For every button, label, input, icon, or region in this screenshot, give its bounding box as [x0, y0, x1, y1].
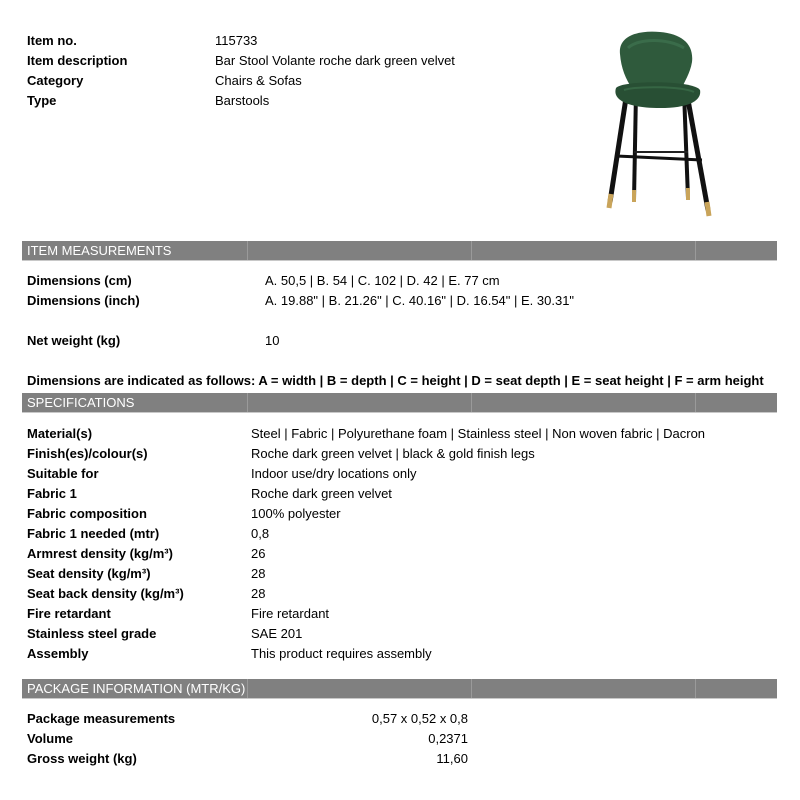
- gross-weight-label: Gross weight (kg): [27, 751, 137, 766]
- gross-weight-value: 11,60: [436, 751, 468, 766]
- spec-value: This product requires assembly: [251, 646, 432, 661]
- bar-stool-image: [598, 30, 728, 225]
- spec-value: 0,8: [251, 526, 270, 541]
- item-no-value: 115733: [215, 33, 258, 48]
- spec-label: Seat back density (kg/m³): [27, 586, 184, 601]
- cell-divider: [471, 679, 472, 698]
- net-weight-label: Net weight (kg): [27, 333, 121, 348]
- divider: [22, 260, 777, 261]
- cell-divider: [247, 241, 248, 260]
- divider: [22, 412, 777, 413]
- section-header-package: [22, 679, 777, 698]
- item-description-label: Item description: [27, 53, 128, 68]
- cell-divider: [471, 393, 472, 412]
- spec-label: Fabric 1 needed (mtr): [27, 526, 160, 541]
- spec-label: Material(s): [27, 426, 93, 441]
- section-title: PACKAGE INFORMATION (MTR/KG): [27, 681, 246, 696]
- spec-value: Roche dark green velvet: [251, 486, 392, 501]
- spec-label: Fabric composition: [27, 506, 147, 521]
- spec-label: Seat density (kg/m³): [27, 566, 151, 581]
- cell-divider: [247, 393, 248, 412]
- spec-value: Fire retardant: [251, 606, 330, 621]
- cell-divider: [695, 679, 696, 698]
- spec-value: SAE 201: [251, 626, 303, 641]
- item-description-value: Bar Stool Volante roche dark green velvet: [215, 53, 455, 68]
- cell-divider: [471, 241, 472, 260]
- spec-value: Roche dark green velvet | black & gold finish legs: [251, 446, 535, 461]
- divider: [22, 698, 777, 699]
- type-label: Type: [27, 93, 57, 108]
- spec-value: 100% polyester: [251, 506, 341, 521]
- volume-value: 0,2371: [428, 731, 468, 746]
- cell-divider: [247, 679, 248, 698]
- section-title: ITEM MEASUREMENTS: [27, 243, 172, 258]
- cell-divider: [695, 393, 696, 412]
- type-value: Barstools: [215, 93, 270, 108]
- package-measurements-label: Package measurements: [27, 711, 176, 726]
- item-no-label: Item no.: [27, 33, 77, 48]
- dimensions-cm-label: Dimensions (cm): [27, 273, 132, 288]
- net-weight-value: 10: [265, 333, 280, 348]
- section-header-measurements: [22, 241, 777, 260]
- spec-value: 26: [251, 546, 266, 561]
- dimensions-cm-value: A. 50,5 | B. 54 | C. 102 | D. 42 | E. 77 cm: [265, 273, 500, 288]
- dimensions-inch-label: Dimensions (inch): [27, 293, 140, 308]
- spec-label: Stainless steel grade: [27, 626, 157, 641]
- volume-label: Volume: [27, 731, 73, 746]
- spec-label: Fire retardant: [27, 606, 111, 621]
- dimensions-inch-value: A. 19.88" | B. 21.26" | C. 40.16" | D. 16.54" | E. 30.31": [265, 293, 575, 308]
- section-title: SPECIFICATIONS: [27, 395, 135, 410]
- spec-value: 28: [251, 586, 266, 601]
- spec-label: Fabric 1: [27, 486, 77, 501]
- spec-label: Suitable for: [27, 466, 99, 481]
- category-label: Category: [27, 73, 84, 88]
- category-value: Chairs & Sofas: [215, 73, 302, 88]
- spec-label: Assembly: [27, 646, 89, 661]
- spec-value: 28: [251, 566, 266, 581]
- spec-value: Steel | Fabric | Polyurethane foam | Stainless steel | Non woven fabric | Dacron: [251, 426, 706, 441]
- cell-divider: [695, 241, 696, 260]
- section-header-specifications: [22, 393, 777, 412]
- spec-label: Finish(es)/colour(s): [27, 446, 148, 461]
- spec-label: Armrest density (kg/m³): [27, 546, 173, 561]
- dimensions-legend: Dimensions are indicated as follows: A = width | B = depth | C = height | D = seat depth | E = seat height | F = arm height: [27, 373, 764, 388]
- package-measurements-value: 0,57 x 0,52 x 0,8: [371, 711, 468, 726]
- spec-value: Indoor use/dry locations only: [251, 466, 417, 481]
